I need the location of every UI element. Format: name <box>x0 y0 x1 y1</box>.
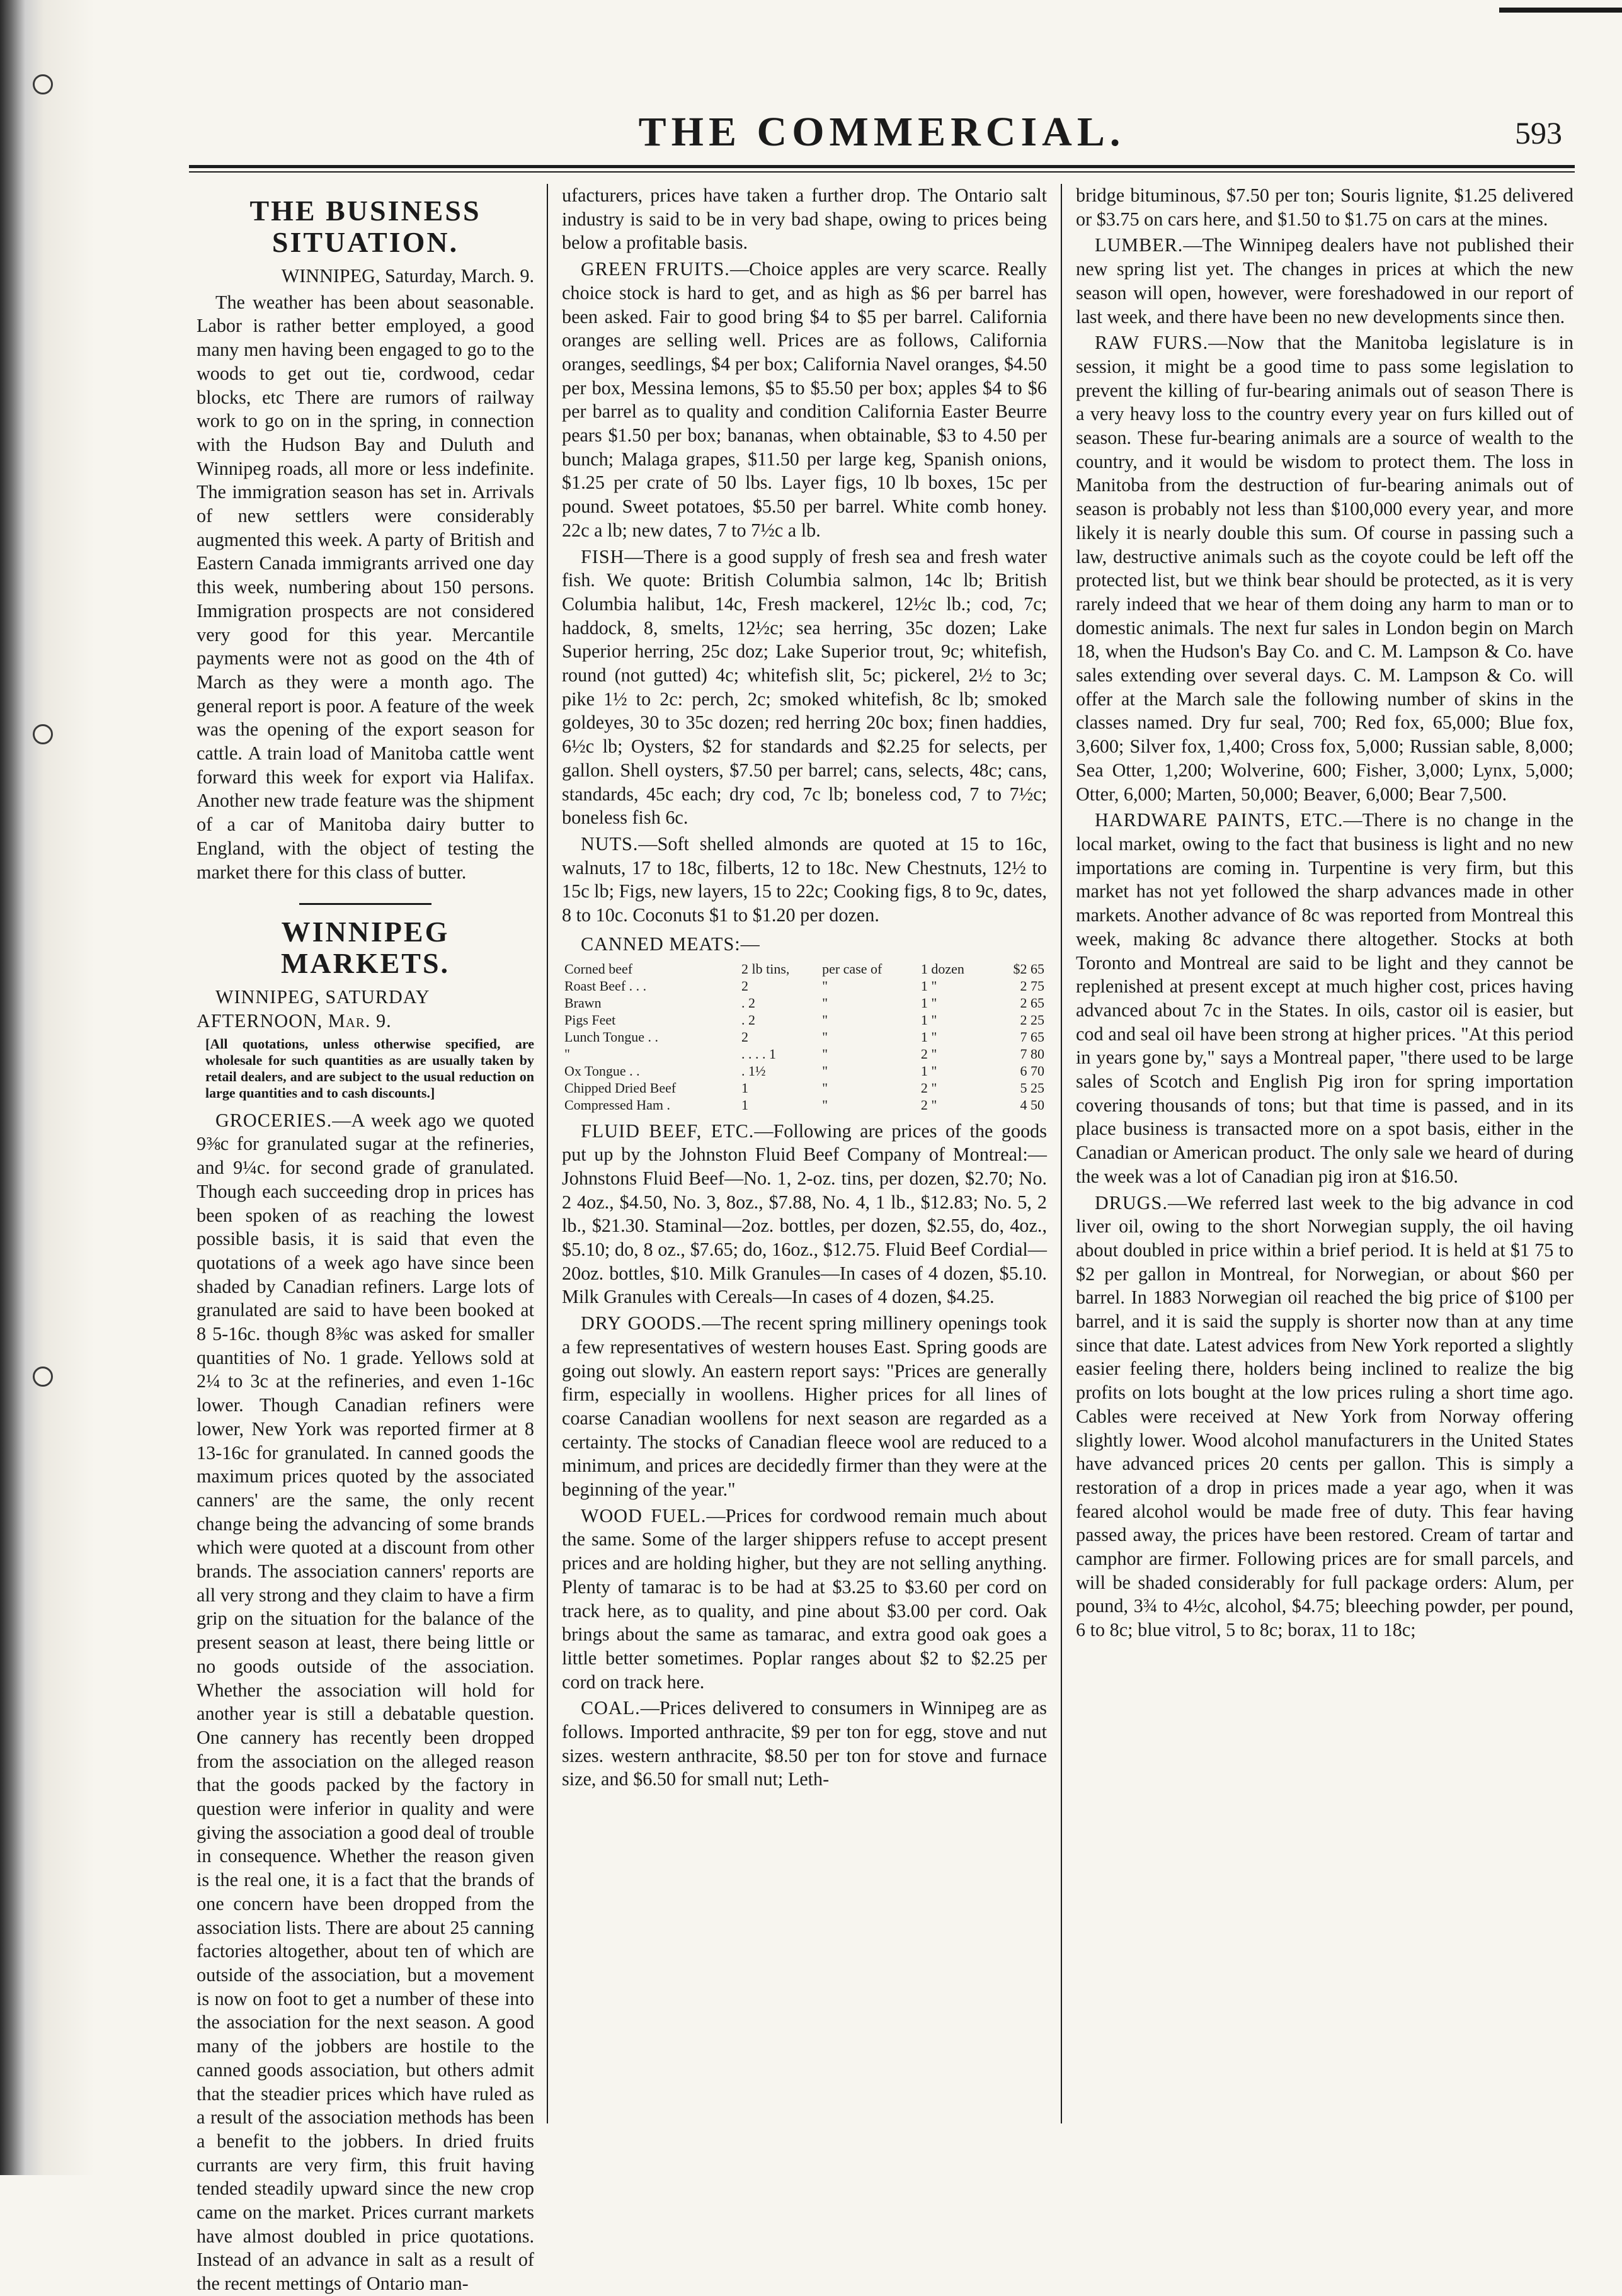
masthead: THE COMMERCIAL. <box>638 109 1126 155</box>
canned-meat-item: Ox Tongue . . <box>564 1062 640 1079</box>
canned-meat-per: " <box>822 1062 828 1079</box>
fish-paragraph <box>562 545 1047 830</box>
column-1 <box>197 184 534 2295</box>
wood-fuel-paragraph <box>562 1504 1047 1695</box>
green-fruits-paragraph <box>562 258 1047 542</box>
canned-meat-qty: 2 " <box>920 1045 937 1062</box>
binding-hole <box>33 724 53 744</box>
canned-meats-label: CANNED MEATS:— <box>581 933 760 955</box>
fish-label: FISH <box>581 545 625 567</box>
canned-meat-size: 2 <box>741 977 748 994</box>
page-binding-edge <box>0 0 94 2175</box>
canned-meat-price: 2 75 <box>1020 977 1044 994</box>
canned-meat-price: 4 50 <box>1020 1096 1044 1113</box>
canned-meat-size: 2 lb tins, <box>741 960 790 977</box>
column-3 <box>1076 184 1573 2136</box>
hardware-body: —There is no change in the local market, owing to the fact that business is light and no new importations are coming in. Turpentine is very firm, but this market has not yet followed the sharp advances made in other markets. Another advance of 8c was reported from Montreal this week, making 8c advance there altogether. Stocks at both Toronto and Montreal are said to be light and they cannot be replenished at present except at much higher cost, prices having advanced about 7c in the States. In oils, castor oil is easier, but cod and seal oil have been strong at higher prices. "At this period in years gone by," says a Montreal paper, "there used to be large sales of Scotch and English Pig iron for spring importation covering thousands of tons; but that time is passed, and in its place business is transacted more on a spot basis, either in the Canadian or American product. The only sale we heard of during the week was a lot of Canadian pig iron at $16.50. <box>1076 809 1573 1187</box>
salt-continued: ufacturers, prices have taken a further drop. The Ontario salt industry is said to be in very bad shape, owing to prices being below a profitable basis. <box>562 185 1047 254</box>
canned-meat-qty: 1 " <box>920 977 937 994</box>
canned-meat-item: Compressed Ham . <box>564 1096 671 1113</box>
canned-meat-price: 6 70 <box>1020 1062 1044 1079</box>
canned-meat-row <box>562 1096 1047 1113</box>
canned-meat-size: . 1½ <box>741 1062 766 1079</box>
column-2 <box>562 184 1047 2136</box>
canned-meat-qty: 1 " <box>920 1062 937 1079</box>
canned-meat-price: 7 80 <box>1020 1045 1044 1062</box>
lumber-paragraph <box>1076 234 1573 329</box>
canned-meat-item: Corned beef <box>564 960 633 977</box>
quotations-note: [All quotations, unless otherwise specified, are wholesale for such quantities as are usually taken by retail dealers, and are subject to the usual reduction on large quantities and to cash discounts.] <box>205 1035 534 1101</box>
canned-meat-per: " <box>822 994 828 1011</box>
raw-furs-body: —Now that the Manitoba legislature is in session, it might be a good time to pass some legislation to prevent the killing of fur-bearing animals out of season There is a very heavy loss to the country every year on furs killed out of season. These fur-bearing animals are a source of wealth to the country, and it would be wisdom to protect them. The loss in Manitoba from the destruction of fur-bearing animals out of season is probably not less than $100,000 every year, and more likely it is nearly double this sum. Of course in passing such a law, destructive animals such as the coyote could be left off the protected list, but we think bear should be protected, as it is very rarely indeed that we hear of them doing any harm to man or to domestic animals. The next fur sales in London begin on March 18, when the Hudson's Bay Co. and C. M. Lampson & Co. have sales extending over several days. C. M. Lampson & Co. will offer at the March sale the following number of skins in the classes named. Dry fur seal, 700; Red fox, 65,000; Blue fox, 3,600; Silver fox, 1,400; Cross fox, 5,000; Russian sable, 8,000; Sea Otter, 1,200; Wolverine, 600; Fisher, 3,000; Lynx, 5,000; Otter, 6,000; Marten, 50,000; Beaver, 6,000; Bear 7,500. <box>1076 332 1573 805</box>
green-fruits-label: GREEN FRUITS. <box>581 258 730 280</box>
groceries-body: —A week ago we quoted 9⅜c for granulated sugar at the refineries, and 9¼c. for second grade of granulated. Though each succeeding drop in prices has been spoken of as reaching the lowest possible basis, it is said that even the quotations of a week ago have since been shaded by Canadian refiners. Large lots of granulated are said to have been booked at 8 5-16c. though 8⅜c was asked for smaller quantities of No. 1 grade. Yellows sold at 2¼ to 3c at the refineries, and even 1-16c lower. Though Canadian refiners were lower, New York was reported firmer at 8 13-16c for granulated. In canned goods the maximum prices quoted by the associated canners' are the same, the only recent change being the advancing of some brands which were quoted at a discount from other brands. The association canners' reports are all very strong and they claim to have a firm grip on the situation for the balance of the present season at least, there being little or no goods outside of the association. Whether the association will hold for another year is still a debatable question. One cannery has recently been dropped from the association on the alleged reason that the goods packed by the factory in question were inferior in quality and were giving the association a good deal of trouble in consequence. Whether the reason given is the real one, it is a fact that the brands of one concern have been dropped from the association lists. There are about 25 canning factories altogether, about ten of which are outside of the association, but a movement is now on foot to get a number of these into the association for the next season. A good many of the jobbers are hostile to the canned goods association, but others admit that the steadier prices which have ruled as a result of the association methods has been a benefit to the jobbers. In dried fruits currants are very firm, this fruit having tended steadily upward since the new crop came on the market. Prices currant markets have almost doubled in price quotations. Instead of an advance in salt as a result of the recent mettings of Ontario man- <box>197 1109 534 2295</box>
canned-meat-qty: 1 " <box>920 1011 937 1028</box>
drugs-body: —We referred last week to the big advance in cod liver oil, owing to the short Norwegian supply, the oil having about doubled in price within a brief period. It is held at $1 75 to $2 per gallon in Montreal, for Norwegian, or about $60 per barrel. In 1883 Norwegian oil reached the big price of $100 per barrel, and it is said the supply is shorter now than at any time since that date. Latest advices from New York reported a slightly easier feeling there, holders being inclined to realize the big profits on lots bought at the low prices ruling a short time ago. Cables were received at New York from Norway offering slightly lower. Wood alcohol manufacturers in the United States have advanced prices 20 cents per gallon. This is simply a restoration of a drop in prices made a year ago, when it was feared alcohol would be made free of duty. This fear having passed away, the prices have been restored. Cream of tartar and camphor are firmer. Following prices are for small parcels, and will be shaded considerably for full package orders: Alum, per pound, 3¾ to 4½c, alcohol, $4.75; bleeching powder, per pound, 6 to 8c; blue vitrol, 5 to 8c; borax, 11 to 18c; <box>1076 1191 1573 1641</box>
canned-meat-qty: 2 " <box>920 1096 937 1113</box>
dry-goods-label: DRY GOODS. <box>581 1312 702 1334</box>
canned-meat-qty: 1 " <box>920 994 937 1011</box>
drugs-paragraph <box>1076 1191 1573 1642</box>
binding-hole <box>33 74 53 94</box>
canned-meat-item: Pigs Feet <box>564 1011 616 1028</box>
column-divider <box>1061 184 1062 2123</box>
canned-meat-per: " <box>822 1028 828 1045</box>
hardware-label: HARDWARE PAINTS, ETC. <box>1095 809 1344 831</box>
canned-meat-row <box>562 1045 1047 1062</box>
dry-goods-body: —The recent spring millinery openings took a few representatives of western houses East. Spring goods are going out slowly. An eastern report says: "Prices are generally firm, especially in woollens. Higher prices for all lines of coarse Canadian woollens for next season are regarded as a certainty. The stocks of Canadian fleece wool are reduced to a minimum, and prices are decidedly firmer than they were at the beginning of the year." <box>562 1312 1047 1501</box>
canned-meat-qty: 1 " <box>920 1028 937 1045</box>
canned-meat-per: " <box>822 1079 828 1096</box>
coal-paragraph <box>562 1696 1047 1792</box>
dry-goods-paragraph <box>562 1312 1047 1502</box>
wood-fuel-body: —Prices for cordwood remain much about the same. Some of the larger shippers refuse to accept present prices and are holding higher, but they are not selling anything. Plenty of tamarac is to be had at $3.25 to $3.60 per cord on track here, as to quality, and pine about $3.00 per cord. Oak brings about the same as tamarac, and extra good oak goes a little better sometimes. Poplar ranges about $2 to $2.25 per cord on track here. <box>562 1504 1047 1693</box>
header-rule <box>189 165 1575 168</box>
canned-meat-per: " <box>822 1096 828 1113</box>
business-dateline: WINNIPEG, Saturday, March. 9. <box>281 265 534 287</box>
top-corner-rule <box>1499 8 1622 13</box>
canned-meat-row <box>562 1062 1047 1079</box>
canned-meat-size: . . . . 1 <box>741 1045 776 1062</box>
fluid-beef-body: —Following are prices of the goods put up by the Johnston Fluid Beef Company of Montreal:—Johnstons Fluid Beef—No. 1, 2-oz. tins, per dozen, $2.70; No. 2 4oz., $4.50, No. 3, 8oz., $7.88, No. 4, 1 lb., $12.83; No. 5, 2 lb., $21.30. Staminal—2oz. bottles, per dozen, $2.55, do, 4oz., $5.10; do, 8 oz., $7.65; do, 16oz., $12.75. Fluid Beef Cordial—20oz. bottles, $10. Milk Granules—In cases of 4 dozen, $5.10. Milk Granules with Cereals—In cases of 4 dozen, $4.25. <box>562 1120 1048 1308</box>
canned-meat-item: Chipped Dried Beef <box>564 1079 677 1096</box>
canned-meat-row <box>562 994 1047 1011</box>
green-fruits-body: —Choice apples are very scarce. Really choice stock is hard to get, and as high as $6 per barrel has been asked. Fair to good bring $4 to $5 per barrel. California oranges are selling well. Prices are as follows, California oranges, seedlings, $4 per box; California Navel oranges, $4.50 per box, Messina lemons, $5 to $5.50 per box; apples $4 to $6 per barrel as to quality and condition California Easter Beurre pears $1.50 per box; bananas, when obtainable, $3 to 4.50 per bunch; Malaga grapes, $11.50 per large keg, Spanish onions, $1.25 per crate of 50 lbs. Layer figs, 10 lb boxes, 15c per pound. Sweet potatoes, $5.50 per barrel. White comb honey. 22c a lb; new dates, 7 to 7½c a lb. <box>562 258 1048 541</box>
page-number: 593 <box>1515 115 1562 151</box>
canned-meat-item: " <box>564 1045 570 1062</box>
fish-body: —There is a good supply of fresh sea and fresh water fish. We quote: British Columbia salmon, 14c lb; British Columbia halibut, 14c, Fresh mackerel, 12½c lb.; cod, 7c; haddock, 8, smelts, 12½c; sea herring, 35c dozen; Lake Superior herring, 25c doz; Lake Superior trout, 9c; whitefish, round (not gutted) 4c; whitefish slit, 5c; pickerel, 2½ to 3c; pike 1½ to 2c: perch, 2c; smoked whitefish, 8c lb; smoked goldeyes, 30 to 35c dozen; red herring 20c box; finen haddies, 6½c lb; Oysters, $2 for standards and $2.25 for selects, per gallon. Shell oysters, $7.50 per barrel; cans, selects, 48c; cans, standards, 45c each; dry cod, 7c lb; boneless cod, 7 to 7½c; boneless fish 6c. <box>562 545 1047 829</box>
canned-meat-item: Brawn <box>564 994 602 1011</box>
coal-label: COAL. <box>581 1697 641 1719</box>
hardware-paragraph <box>1076 809 1573 1188</box>
canned-meat-qty: 2 " <box>920 1079 937 1096</box>
lumber-body: —The Winnipeg dealers have not published their new spring list yet. The changes in prices at which the new season will open, however, were foreshadowed in our report of last week, and there have been no new developments since then. <box>1076 234 1573 327</box>
nuts-label: NUTS. <box>581 833 639 855</box>
canned-meat-per: " <box>822 1045 828 1062</box>
canned-meat-row <box>562 1028 1047 1045</box>
coal-body: —Prices delivered to consumers in Winnipeg are as follows. Imported anthracite, $9 per ton for egg, stove and nut sizes. western anthracite, $8.50 per ton for stove and furnace size, and $6.50 for small nut; Leth- <box>562 1697 1047 1790</box>
canned-meat-row <box>562 1079 1047 1096</box>
groceries-paragraph <box>197 1109 534 2296</box>
winnipeg-markets-headline: WINNIPEG MARKETS. <box>280 916 450 980</box>
nuts-body: —Soft shelled almonds are quoted at 15 to 16c, walnuts, 17 to 18c, filberts, 12 to 18c. New Chestnuts, 12½ to 15c lb; Figs, new layers, 15 to 22c; Cooking figs, 8 to 9c, dates, 8 to 10c. Coconuts $1 to $1.20 per dozen. <box>562 833 1047 926</box>
fluid-beef-label: FLUID BEEF, ETC. <box>581 1120 755 1142</box>
page-header <box>189 106 1575 162</box>
canned-meat-row <box>562 960 1047 977</box>
canned-meats-table <box>562 960 1047 1113</box>
fluid-beef-paragraph <box>562 1120 1047 1310</box>
canned-meat-size: . 2 <box>741 1011 755 1028</box>
column-divider <box>547 184 548 2123</box>
canned-meat-price: 5 25 <box>1020 1079 1044 1096</box>
canned-meat-item: Lunch Tongue . . <box>564 1028 658 1045</box>
section-divider <box>299 903 431 905</box>
canned-meat-size: 1 <box>741 1079 748 1096</box>
header-rule-thin <box>189 171 1575 173</box>
canned-meat-price: 2 65 <box>1020 994 1044 1011</box>
canned-meat-per: per case of <box>822 960 882 977</box>
canned-meat-row <box>562 977 1047 994</box>
business-body: The weather has been about seasonable. Labor is rather better employed, a good many men having been engaged to go to the woods to get out tie, cordwood, cedar blocks, etc There are rumors of railway work to go on in the spring, in connection with the Hudson Bay and Duluth and Winnipeg roads, all more or less indefinite. The immigration season has set in. Arrivals of new settlers were considerably augmented this week. A party of British and Eastern Canada immigrants arrived one day this week, numbering about 150 persons. Immigration prospects are not considered very good for this year. Mercantile payments were not as good on the 4th of March as they were a month ago. The general report is poor. A feature of the week was the opening of the export season for cattle. A train load of Manitoba cattle went forward this week for export via Halifax. Another new trade feature was the shipment of a car of Manitoba dairy butter to England, with the object of testing the market there for this class of butter. <box>197 291 534 883</box>
canned-meat-size: 2 <box>741 1028 748 1045</box>
canned-meat-per: " <box>822 1011 828 1028</box>
canned-meat-size: . 2 <box>741 994 755 1011</box>
raw-furs-paragraph <box>1076 331 1573 806</box>
business-situation-headline: THE BUSINESS SITUATION. <box>249 195 481 258</box>
wood-fuel-label: WOOD FUEL. <box>581 1504 707 1526</box>
canned-meat-item: Roast Beef . . . <box>564 977 647 994</box>
canned-meat-row <box>562 1011 1047 1028</box>
markets-dateline: WINNIPEG, SATURDAY AFTERNOON, Mar. 9. <box>197 986 430 1031</box>
groceries-label: GROCERIES. <box>215 1109 333 1131</box>
binding-hole <box>33 1367 53 1387</box>
raw-furs-label: RAW FURS. <box>1095 332 1209 354</box>
canned-meat-per: " <box>822 977 828 994</box>
coal-continued: bridge bituminous, $7.50 per ton; Souris lignite, $1.25 delivered or $3.75 on cars here, and $1.50 to $1.75 on cars at the mines. <box>1076 185 1573 230</box>
nuts-paragraph <box>562 833 1047 928</box>
canned-meat-qty: 1 dozen <box>920 960 964 977</box>
lumber-label: LUMBER. <box>1095 234 1184 256</box>
canned-meat-price: 2 25 <box>1020 1011 1044 1028</box>
drugs-label: DRUGS. <box>1095 1191 1168 1213</box>
canned-meat-size: 1 <box>741 1096 748 1113</box>
canned-meat-price: 7 65 <box>1020 1028 1044 1045</box>
canned-meat-price: $2 65 <box>1013 960 1044 977</box>
